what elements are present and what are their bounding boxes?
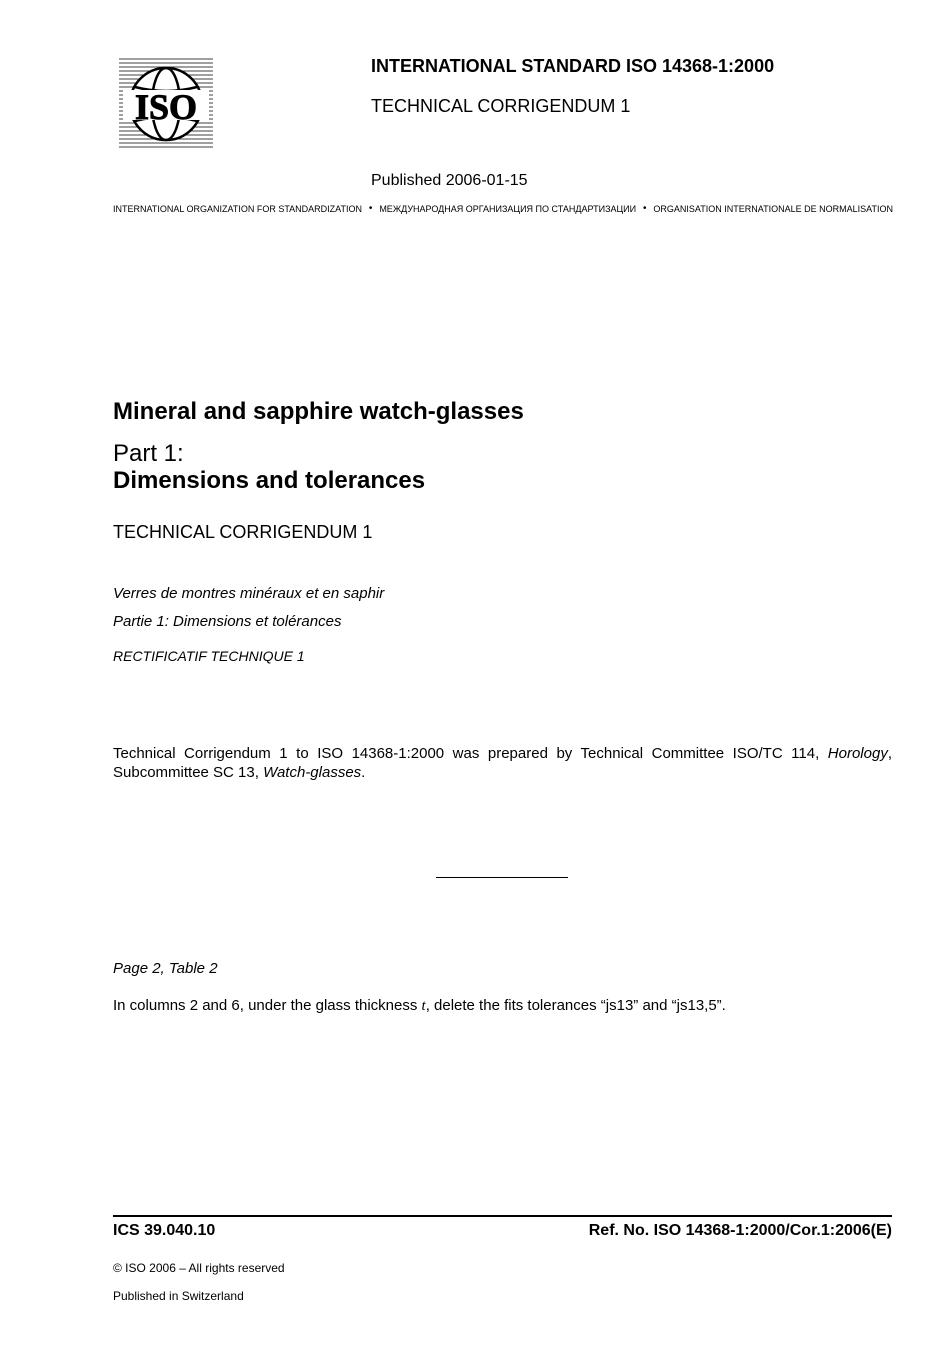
footer-rule	[113, 1215, 892, 1217]
prep-text: Technical Corrigendum 1 to ISO 14368-1:2000 was prepared by Technical Committee ISO/TC 114,	[113, 745, 828, 762]
french-part-title: Partie 1: Dimensions et tolérances	[113, 613, 342, 630]
logo-text: ISO	[134, 87, 198, 127]
prep-text: , Subcommittee SC 13,	[113, 745, 892, 781]
section-divider	[436, 877, 568, 878]
prep-text: .	[361, 764, 366, 781]
copyright: © ISO 2006 – All rights reserved	[113, 1261, 285, 1275]
org-name-fr: ORGANISATION INTERNATIONALE DE NORMALISATION	[653, 203, 893, 214]
instruction-text: , delete the fits tolerances “js13” and “js13,5”.	[425, 997, 726, 1014]
bullet-separator: •	[643, 203, 647, 214]
iso-logo	[117, 57, 215, 151]
thickness-symbol: t	[421, 998, 426, 1014]
published-date: Published 2006-01-15	[371, 172, 528, 189]
ics-code: ICS 39.040.10	[113, 1222, 216, 1239]
french-corrigendum: RECTIFICATIF TECHNIQUE 1	[113, 648, 305, 664]
bullet-separator: •	[368, 203, 373, 214]
subcommittee-name: Watch-glasses	[263, 764, 362, 781]
preparation-paragraph	[113, 744, 892, 782]
document-title: Mineral and sapphire watch-glasses	[113, 398, 524, 425]
instruction-text: In columns 2 and 6, under the glass thickness	[113, 997, 422, 1014]
title-corrigendum: TECHNICAL CORRIGENDUM 1	[113, 522, 373, 542]
published-in: Published in Switzerland	[113, 1289, 244, 1303]
committee-name: Horology	[827, 745, 888, 762]
org-name-en: INTERNATIONAL ORGANIZATION FOR STANDARDIZATION	[113, 203, 363, 214]
part-number: Part 1:	[113, 440, 184, 467]
standard-title: INTERNATIONAL STANDARD ISO 14368-1:2000	[371, 56, 775, 76]
french-title: Verres de montres minéraux et en saphir	[113, 585, 385, 602]
organization-line	[113, 203, 893, 214]
org-name-ru: МЕЖДУНАРОДНАЯ ОРГАНИЗАЦИЯ ПО СТАНДАРТИЗАЦИИ	[379, 203, 637, 214]
correction-instruction	[113, 997, 726, 1015]
reference-number: Ref. No. ISO 14368-1:2000/Cor.1:2006(E)	[588, 1222, 892, 1239]
part-title: Dimensions and tolerances	[113, 467, 426, 494]
page-reference: Page 2, Table 2	[113, 960, 218, 977]
corrigendum-label: TECHNICAL CORRIGENDUM 1	[371, 96, 631, 116]
